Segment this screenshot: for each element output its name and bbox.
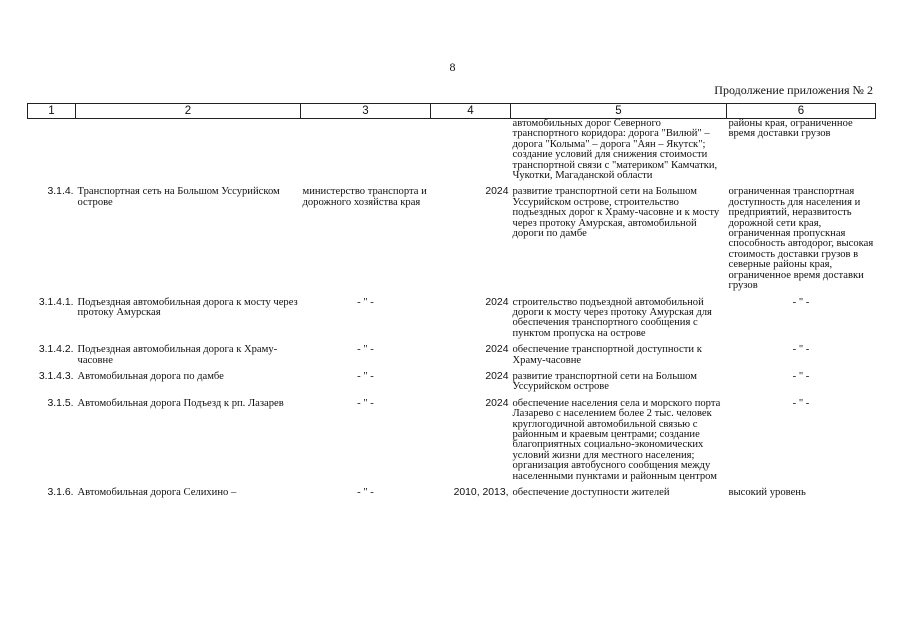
goal-description: автомобильных дорог Северного транспортного коридора: дорога "Вилюй" – дорога "Колыма" – дорога "Аян – Якутск"; создание условий для снижения стоимости транспортной связи с "материком" Камчатки, Чукотки, Магаданской области	[512, 118, 718, 182]
goal-description: обеспечение доступности жителей	[512, 487, 670, 498]
responsible-executor: - " -	[357, 296, 374, 308]
table-row	[28, 181, 876, 291]
object-name: Автомобильная дорога по дамбе	[77, 370, 224, 382]
appendix-table	[27, 103, 876, 498]
problem-description: - " -	[792, 370, 810, 382]
responsible-executor: министерство транспорта и дорожного хозяйства края	[302, 186, 427, 208]
responsible-executor: - " -	[357, 487, 374, 498]
problem-description: районы края, ограниченное время доставки грузов	[728, 118, 853, 140]
column-header: 4	[431, 104, 511, 119]
goal-description: строительство подъездной автомобильной дороги к мосту через протоку Амурская для обеспечения транспортного сообщения с пунктом пропуска на острове	[512, 296, 712, 339]
table-row	[28, 292, 876, 340]
row-number: 3.1.4.	[47, 186, 74, 198]
appendix-continuation-label: Продолжение приложения № 2	[714, 83, 873, 97]
implementation-year: 2024	[485, 186, 509, 198]
problem-description: - " -	[792, 397, 810, 409]
object-name: Транспортная сеть на Большом Уссурийском острове	[77, 186, 280, 208]
goal-description: развитие транспортной сети на Большом Уссурийском острове, строительство подъездных дорог к Храму-часовне и к мосту через протоку Амурская, автомобильной дороги по дамбе	[512, 186, 720, 240]
implementation-year	[431, 119, 511, 182]
responsible-executor: - " -	[357, 344, 374, 356]
page-number: 8	[449, 60, 456, 74]
table-row	[28, 366, 876, 393]
object-name: Подъездная автомобильная дорога к Храму-часовне	[77, 344, 278, 366]
goal-description: обеспечение транспортной доступности к Храму-часовне	[512, 344, 702, 366]
table-row	[28, 482, 876, 498]
implementation-year: 2024	[485, 370, 509, 382]
goal-description: развитие транспортной сети на Большом Уссурийском острове	[512, 370, 697, 393]
row-number: 3.1.4.3.	[38, 370, 74, 382]
responsible-executor: - " -	[357, 397, 374, 409]
object-name: Автомобильная дорога Селихино –	[77, 487, 237, 498]
responsible-executor: - " -	[357, 370, 374, 382]
responsible-executor	[301, 119, 431, 182]
row-number	[28, 119, 76, 182]
column-header: 6	[727, 104, 876, 119]
problem-description: ограниченная транспортная доступность для населения и предприятий, неразвитость дорожной сети края, ограниченная пропускная способность автодорог, высокая стоимость доставки грузов в северные районы края, ограниченное время доставки грузов	[728, 186, 874, 292]
row-number: 3.1.5.	[47, 397, 74, 409]
problem-description: высокий уровень	[728, 487, 806, 498]
object-name: Автомобильная дорога Подъезд к рп. Лазарев	[77, 397, 284, 409]
object-name: Подъездная автомобильная дорога к мосту через протоку Амурская	[77, 296, 298, 318]
column-header: 2	[76, 104, 301, 119]
object-name	[76, 119, 301, 182]
problem-description: - " -	[792, 344, 810, 356]
column-header: 5	[511, 104, 727, 119]
implementation-year: 2024	[485, 397, 509, 409]
column-header: 1	[28, 104, 76, 119]
column-header: 3	[301, 104, 431, 119]
problem-description: - " -	[792, 296, 810, 308]
implementation-year: 2024	[485, 296, 509, 308]
implementation-year: 2010, 2013,	[453, 487, 509, 498]
table-row	[28, 339, 876, 366]
row-number: 3.1.4.1.	[38, 296, 74, 308]
column-number-row	[28, 104, 876, 119]
row-number: 3.1.4.2.	[38, 344, 74, 356]
row-number: 3.1.6.	[47, 487, 74, 498]
table-row	[28, 119, 876, 182]
table-row	[28, 393, 876, 482]
implementation-year: 2024	[485, 344, 509, 356]
goal-description: обеспечение населения села и морского порта Лазарево с населением более 2 тыс. человек круглогодичной автомобильной связью с районным и краевым центрами; создание благоприятных социально-экономических условий жизни для местного населения; организация автобусного сообщения между населенными пунктами и районным центром	[512, 397, 721, 482]
